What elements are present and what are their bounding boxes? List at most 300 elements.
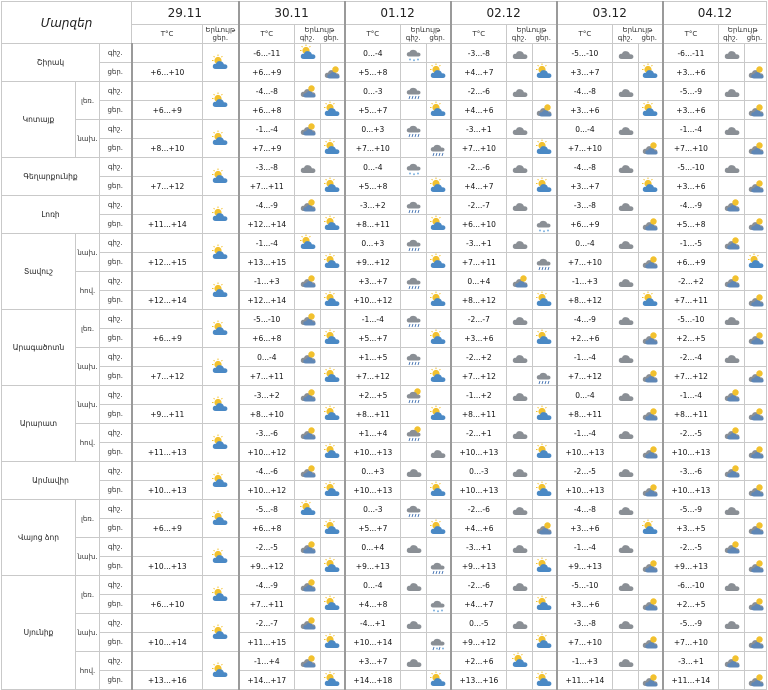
night-icon-cell [613,557,639,576]
night-icon-cell [613,215,639,234]
temperature-value: -6...-11 [239,44,295,63]
cloud-sun-icon [321,405,344,423]
night-icon-cell [719,291,745,310]
phenomena-text: Երևույթ [304,26,335,34]
phenomena-text: Երևույթ [727,26,758,34]
cloud-sun-icon [321,253,344,271]
temperature-value: -6...-11 [663,44,719,63]
cloud-icon [613,310,638,328]
day-icon-cell [639,158,663,177]
partly-cloudy-icon [639,405,662,423]
night-abbrev: գիշ. [405,34,421,42]
temperature-value: -5...-9 [663,82,719,101]
date-header: 04.12 [663,2,767,25]
night-icon-cell [401,595,427,614]
time-of-day: ցեր. [100,63,132,82]
temperature-value: -3...-6 [239,424,295,443]
date-header: 29.11 [132,2,239,25]
temperature-value: +9...+12 [451,633,507,652]
night-icon-cell [507,82,533,101]
temperature-value: +3...+7 [557,177,613,196]
cloud-sun-icon [533,63,556,81]
day-icon-cell [745,44,767,63]
day-icon-cell [427,101,451,120]
temperature-value [132,538,203,557]
day-icon-cell [745,538,767,557]
temperature-value: -2...-6 [451,82,507,101]
temperature-value: +3...+6 [557,101,613,120]
temperature-value: +9...+13 [663,557,719,576]
day-icon-cell [427,671,451,690]
temperature-value: +7...+11 [239,595,295,614]
partly-cloudy-icon [745,367,766,385]
cloud-icon [507,158,532,176]
temperature-value: -1...+3 [557,652,613,671]
temperature-value: -2...-6 [451,576,507,595]
temperature-value: -4...-8 [557,158,613,177]
temperature-value: -4...-9 [239,576,295,595]
night-icon-cell [401,652,427,671]
day-icon-cell [533,576,557,595]
cloud-sun-icon [321,177,344,195]
temperature-label: T°C [663,25,719,44]
forecast-row [2,500,767,519]
day-icon-cell [745,158,767,177]
night-icon-cell [613,405,639,424]
forecast-row [2,443,767,462]
cloud-sun-icon [203,548,238,566]
time-of-day: գիշ. [100,538,132,557]
night-icon-cell [401,82,427,101]
forecast-row [2,462,767,481]
partly-cloudy-icon [639,329,662,347]
day-icon-cell [533,177,557,196]
weather-icon-cell [203,196,239,234]
temperature-value: -3...-8 [557,614,613,633]
day-icon-cell [321,462,345,481]
night-icon-cell [295,652,321,671]
temperature-value: -1...-4 [557,424,613,443]
weather-icon-cell [203,652,239,690]
night-icon-cell [613,500,639,519]
partly-cloudy-icon [533,101,556,119]
temperature-value: -4...-8 [557,500,613,519]
day-abbrev: ցեր. [746,34,763,42]
night-icon-cell [295,234,321,253]
temperature-value: +7...+10 [663,633,719,652]
temperature-value: -4...-9 [239,196,295,215]
weather-icon-cell [203,310,239,348]
temperature-value: +8...+11 [557,405,613,424]
night-icon-cell [719,367,745,386]
night-icon-cell [401,291,427,310]
temperature-value: -3...-6 [663,462,719,481]
night-icon-cell [295,101,321,120]
night-icon-cell [401,367,427,386]
day-icon-cell [427,82,451,101]
night-abbrev: գիշ. [511,34,527,42]
partly-cloudy-icon [533,519,556,537]
day-icon-cell [533,386,557,405]
day-icon-cell [533,272,557,291]
temperature-value: +3...+6 [557,519,613,538]
day-icon-cell [427,120,451,139]
day-icon-cell [427,424,451,443]
temperature-value [132,652,203,671]
cloud-sun-icon [203,662,238,680]
temperature-value: -4...-8 [557,82,613,101]
temperature-value: -5...-10 [557,576,613,595]
temperature-value: +8...+12 [557,291,613,310]
cloud-sun-icon [321,519,344,537]
temperature-value: +10...+12 [239,443,295,462]
temperature-value: +3...+6 [557,595,613,614]
temperature-value: +6...+10 [132,63,203,82]
subregion-label: նախ. [76,234,100,272]
cloud-icon [401,538,426,556]
day-icon-cell [427,310,451,329]
temperature-value: +7...+12 [132,177,203,196]
night-icon-cell [719,177,745,196]
day-icon-cell [745,196,767,215]
rain-icon [401,234,426,252]
day-icon-cell [321,120,345,139]
temperature-value: +10...+13 [663,481,719,500]
date-header: 02.12 [451,2,557,25]
day-icon-cell [639,595,663,614]
night-icon-cell [401,500,427,519]
day-icon-cell [639,310,663,329]
partly-cloudy-icon [295,272,320,290]
day-icon-cell [639,538,663,557]
temperature-value: +6...+9 [132,329,203,348]
night-icon-cell [507,291,533,310]
cloud-sun-icon [321,633,344,651]
weather-icon-cell [203,120,239,158]
day-icon-cell [321,177,345,196]
cloud-icon [613,652,638,670]
day-icon-cell [427,348,451,367]
partly-cloudy-icon [745,671,766,689]
day-icon-cell [427,405,451,424]
partly-cloudy-icon [719,272,744,290]
temperature-value: +11...+15 [239,633,295,652]
night-icon-cell [719,424,745,443]
day-abbrev: ցեր. [641,34,657,42]
rain-icon [401,120,426,138]
rain-icon [533,367,556,385]
weather-icon-cell [203,614,239,652]
day-icon-cell [321,139,345,158]
cloud-icon [719,348,744,366]
night-icon-cell [507,538,533,557]
cloud-icon [507,44,532,62]
partly-cloudy-icon [295,120,320,138]
rain-icon [401,272,426,290]
day-icon-cell [533,329,557,348]
cloud-sun-icon [427,671,450,689]
time-of-day: ցեր. [100,329,132,348]
night-icon-cell [295,500,321,519]
night-icon-cell [401,462,427,481]
partly-cloudy-icon [639,367,662,385]
night-icon-cell [401,120,427,139]
night-icon-cell [295,196,321,215]
temperature-value: -2...-5 [239,538,295,557]
cloud-icon [401,576,426,594]
cloud-sun-icon [427,519,450,537]
forecast-row [2,405,767,424]
temperature-value: +7...+10 [557,633,613,652]
forecast-row [2,196,767,215]
phenomena-text: Երևույթ [622,26,653,34]
day-icon-cell [533,82,557,101]
night-icon-cell [613,386,639,405]
cloud-sun-icon [533,557,556,575]
cloud-icon [613,348,638,366]
temperature-value: +1...+5 [345,348,401,367]
phenomena-text: Երևույթ [205,26,236,34]
temperature-value: 0...-4 [345,44,401,63]
cloud-sun-icon [203,130,238,148]
day-icon-cell [745,405,767,424]
time-of-day: գիշ. [100,614,132,633]
temperature-value [132,120,203,139]
partly-cloudy-icon [745,177,766,195]
cloud-sun-icon [295,234,320,252]
night-icon-cell [401,386,427,405]
day-icon-cell [533,557,557,576]
cloud-sun-icon [507,652,532,670]
cloud-icon [507,234,532,252]
temperature-value: +14...+17 [239,671,295,690]
day-icon-cell [427,481,451,500]
temperature-value: 0...+3 [345,234,401,253]
day-icon-cell [639,101,663,120]
temperature-value: +10...+13 [557,481,613,500]
temperature-value: +12...+14 [132,291,203,310]
temperature-value: -1...-4 [239,234,295,253]
night-icon-cell [295,139,321,158]
day-icon-cell [427,538,451,557]
night-abbrev: գիշ. [723,34,738,42]
forecast-row [2,101,767,120]
temperature-value: -2...-5 [663,424,719,443]
cloud-sun-icon [427,215,450,233]
temperature-value: +11...+14 [132,215,203,234]
temperature-value: 0...-3 [345,500,401,519]
forecast-row [2,367,767,386]
cloud-sun-icon [321,215,344,233]
cloud-icon [719,614,744,632]
temperature-value: +8...+11 [345,215,401,234]
cloud-sun-icon [321,443,344,461]
cloud-icon [613,576,638,594]
day-icon-cell [321,500,345,519]
partly-cloudy-icon [295,196,320,214]
date-header: 01.12 [345,2,451,25]
weather-icon-cell [203,538,239,576]
temperature-value: +7...+11 [239,177,295,196]
temperature-value: +13...+16 [451,671,507,690]
partly-cloudy-icon [295,614,320,632]
night-icon-cell [719,405,745,424]
day-icon-cell [321,348,345,367]
day-icon-cell [533,462,557,481]
weather-icon-cell [203,424,239,462]
night-icon-cell [295,462,321,481]
phenomena-label [719,25,767,44]
subregion-label: լեռ. [76,310,100,348]
temperature-value: +9...+13 [345,557,401,576]
forecast-row [2,82,767,101]
temperature-value: +7...+10 [557,253,613,272]
day-icon-cell [745,177,767,196]
time-of-day: գիշ. [100,196,132,215]
forecast-row [2,215,767,234]
cloud-icon [613,386,638,404]
night-icon-cell [507,576,533,595]
temperature-value: +9...+11 [132,405,203,424]
time-of-day: գիշ. [100,652,132,671]
temperature-value: -4...-8 [239,82,295,101]
temperature-value: +3...+6 [663,177,719,196]
temperature-value: -2...-7 [239,614,295,633]
day-icon-cell [639,481,663,500]
day-icon-cell [427,557,451,576]
night-icon-cell [507,120,533,139]
day-icon-cell [533,310,557,329]
cloud-icon [613,272,638,290]
cloud-sun-icon [639,101,662,119]
temperature-value: 0...-3 [451,462,507,481]
rain-snow-icon [427,633,450,651]
cloud-icon [507,538,532,556]
day-icon-cell [427,272,451,291]
subregion-label: լեռ. [76,500,100,538]
temperature-value: -2...-5 [663,538,719,557]
day-icon-cell [321,215,345,234]
partly-cloudy-icon [745,595,766,613]
night-icon-cell [295,443,321,462]
night-icon-cell [295,253,321,272]
night-icon-cell [719,63,745,82]
day-icon-cell [745,348,767,367]
temperature-value: +3...+5 [663,519,719,538]
temperature-value: 0...-4 [345,158,401,177]
night-icon-cell [507,215,533,234]
day-icon-cell [427,234,451,253]
night-icon-cell [401,443,427,462]
subregion-label: լեռ. [76,576,100,614]
night-icon-cell [613,196,639,215]
day-icon-cell [639,424,663,443]
day-icon-cell [745,595,767,614]
day-abbrev: ցեր. [323,34,339,42]
temperature-value: +7...+10 [345,139,401,158]
day-icon-cell [639,44,663,63]
temperature-value: +8...+10 [132,139,203,158]
cloud-icon [507,82,532,100]
day-icon-cell [321,652,345,671]
night-icon-cell [719,348,745,367]
cloud-icon [401,614,426,632]
temperature-value: -1...-4 [239,120,295,139]
temperature-value: +4...+8 [345,595,401,614]
day-icon-cell [533,63,557,82]
day-icon-cell [639,196,663,215]
cloud-icon [401,652,426,670]
cloud-icon [427,443,450,461]
cloud-sun-icon [427,253,450,271]
night-icon-cell [719,101,745,120]
day-icon-cell [321,614,345,633]
temperature-value: +9...+13 [451,557,507,576]
temperature-value [132,462,203,481]
temperature-value [132,272,203,291]
partly-cloudy-icon [639,443,662,461]
temperature-value [132,386,203,405]
temperature-value: 0...-4 [557,120,613,139]
night-icon-cell [719,652,745,671]
date-header: 30.11 [239,2,345,25]
region-name: Կոտայք [2,82,76,158]
day-icon-cell [427,443,451,462]
day-icon-cell [745,671,767,690]
night-icon-cell [719,196,745,215]
temperature-value: -5...-10 [557,44,613,63]
partly-cloudy-icon [745,405,766,423]
cloud-icon [613,120,638,138]
night-icon-cell [613,82,639,101]
cloud-sun-icon [533,329,556,347]
cloud-icon [719,120,744,138]
day-icon-cell [533,120,557,139]
day-icon-cell [321,253,345,272]
night-icon-cell [613,101,639,120]
cloud-sun-icon [427,481,450,499]
temperature-value [132,234,203,253]
temperature-value: +7...+12 [557,367,613,386]
cloud-sun-icon [203,54,238,72]
forecast-row [2,424,767,443]
day-abbrev: ցեր. [535,34,551,42]
cloud-sun-icon [295,500,320,518]
temperature-value: -3...+1 [451,538,507,557]
night-icon-cell [401,481,427,500]
partly-cloudy-icon [745,329,766,347]
day-icon-cell [745,139,767,158]
day-icon-cell [533,44,557,63]
time-of-day: գիշ. [100,44,132,63]
cloud-sun-icon [427,291,450,309]
night-icon-cell [613,234,639,253]
forecast-row [2,234,767,253]
temperature-value: -1...-5 [663,234,719,253]
temperature-value: +14...+18 [345,671,401,690]
day-icon-cell [321,63,345,82]
cloud-sun-icon [321,481,344,499]
day-icon-cell [745,576,767,595]
forecast-row [2,291,767,310]
day-icon-cell [321,557,345,576]
rain-icon [427,139,450,157]
day-icon-cell [639,367,663,386]
night-icon-cell [719,519,745,538]
night-icon-cell [613,44,639,63]
day-icon-cell [321,329,345,348]
day-icon-cell [533,215,557,234]
